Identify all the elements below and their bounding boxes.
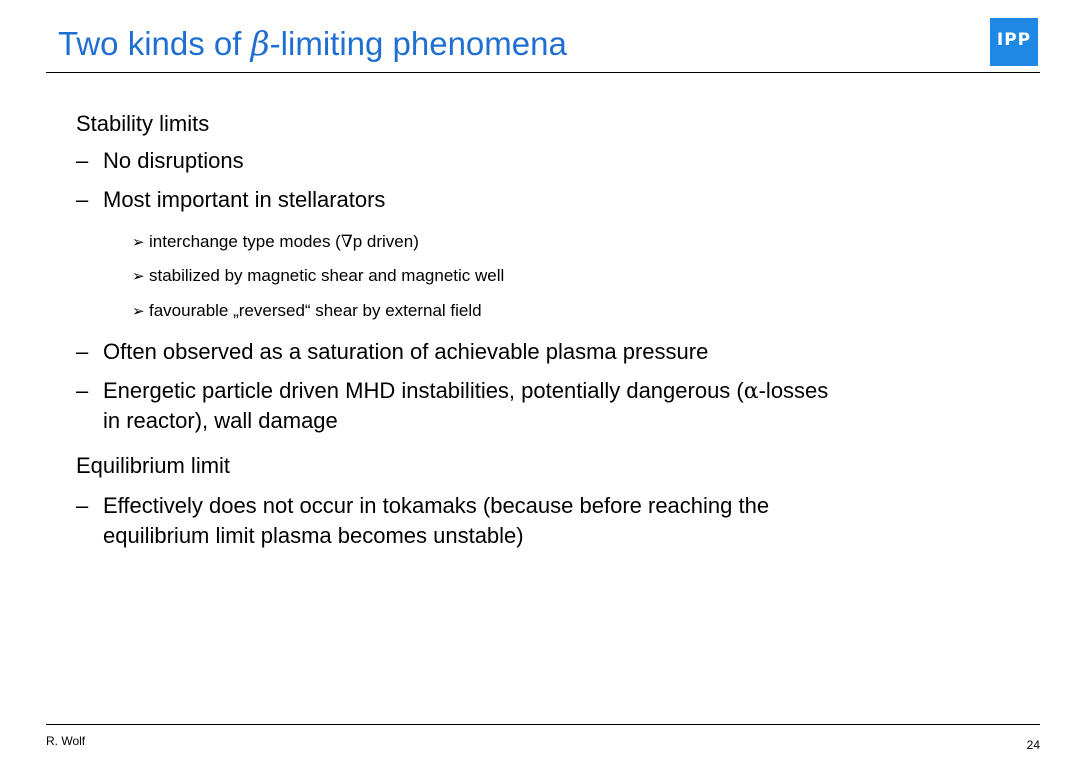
bullet-text-line2: in reactor), wall damage bbox=[103, 408, 338, 433]
bullet-text: Most important in stellarators bbox=[103, 187, 386, 212]
page-number: 24 bbox=[1026, 738, 1040, 752]
subbullet-magnetic-shear bbox=[132, 265, 504, 287]
slide-title bbox=[58, 24, 567, 64]
subbullet-text: favourable „reversed“ shear by external field bbox=[149, 301, 482, 320]
ipp-logo bbox=[990, 18, 1038, 66]
title-divider bbox=[46, 72, 1040, 73]
dash-marker: – bbox=[76, 339, 89, 364]
text-before-alpha: Energetic particle driven MHD instabilities, potentially dangerous ( bbox=[103, 378, 744, 403]
title-prefix: Two kinds of bbox=[58, 25, 251, 62]
heading-equilibrium-limit: Equilibrium limit bbox=[76, 453, 231, 478]
bullet-text: Often observed as a saturation of achievable plasma pressure bbox=[103, 339, 709, 364]
dash-marker: – bbox=[76, 148, 89, 173]
footer-divider bbox=[46, 724, 1040, 725]
bullet-text-line1: Effectively does not occur in tokamaks (because before reaching the bbox=[103, 493, 770, 518]
ipp-logo-text: IPP bbox=[996, 30, 1032, 50]
footer-author: R. Wolf bbox=[46, 734, 86, 748]
bullet-text-line1 bbox=[103, 376, 828, 407]
bullet-text: No disruptions bbox=[103, 148, 244, 173]
arrow-bullet-icon: ➢ bbox=[132, 267, 145, 285]
dash-marker: – bbox=[76, 187, 89, 212]
alpha-symbol: α bbox=[743, 379, 759, 404]
subbullet-text-after: p driven) bbox=[352, 232, 419, 251]
arrow-bullet-icon: ➢ bbox=[132, 233, 145, 251]
dash-marker: – bbox=[76, 493, 89, 518]
arrow-bullet-icon: ➢ bbox=[132, 302, 145, 320]
title-beta-symbol: β bbox=[250, 24, 270, 63]
dash-marker: – bbox=[76, 378, 89, 403]
subbullet-reversed-shear bbox=[132, 300, 482, 322]
subbullet-text-before: interchange type modes ( bbox=[149, 232, 341, 251]
title-suffix: -limiting phenomena bbox=[269, 25, 567, 62]
subbullet-text: stabilized by magnetic shear and magnetic well bbox=[149, 266, 505, 285]
text-after-alpha: -losses bbox=[758, 378, 829, 403]
bullet-text-line2: equilibrium limit plasma becomes unstable) bbox=[103, 523, 524, 548]
heading-stability-limits: Stability limits bbox=[76, 111, 210, 136]
subbullet-interchange-modes bbox=[132, 231, 419, 253]
nabla-symbol: ∇ bbox=[340, 232, 353, 252]
